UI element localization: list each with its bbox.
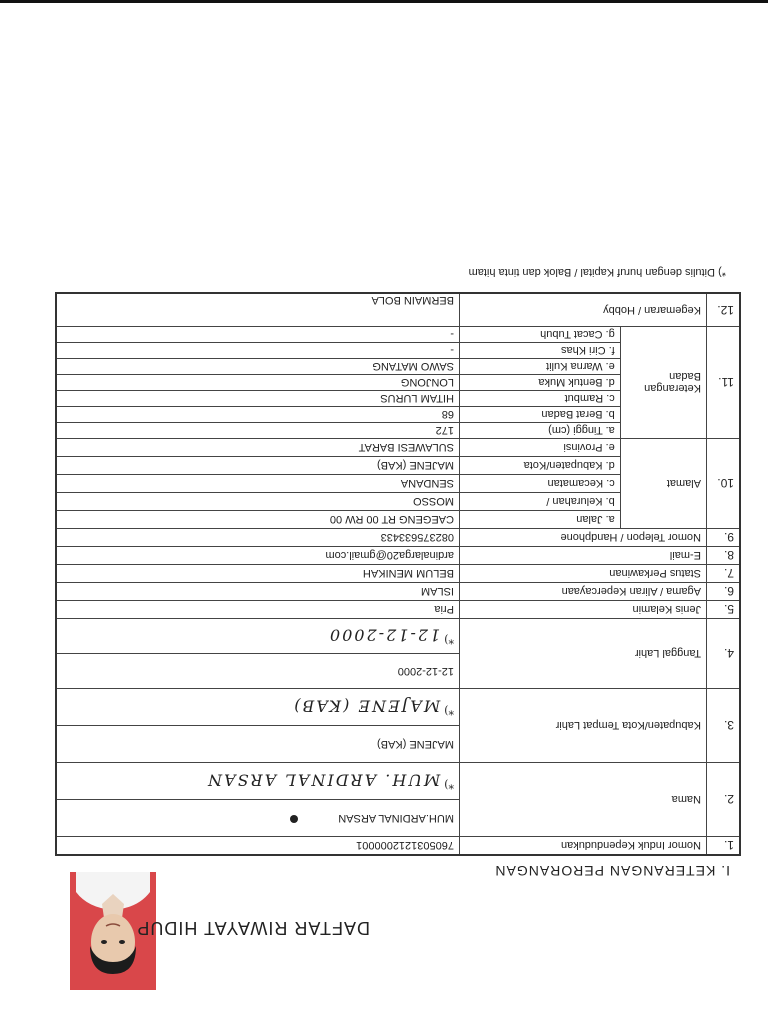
field-value: MOSSO (56, 493, 460, 511)
field-value: - (56, 327, 460, 343)
table-row (56, 565, 740, 583)
row-number: 5. (707, 601, 741, 619)
ink-dot (290, 815, 298, 823)
sub-label: b. Kelurahan / (460, 493, 621, 511)
table-row (56, 511, 740, 529)
sub-label: e. Provinsi (460, 439, 621, 457)
field-value: SAWO MATANG (56, 359, 460, 375)
row-number: 2. (707, 763, 741, 837)
field-value: SULAWESI BARAT (56, 439, 460, 457)
personal-data-table (55, 292, 741, 856)
row-number: 4. (707, 619, 741, 689)
document-title: DAFTAR RIWAYAT HIDUP (136, 918, 370, 938)
field-value: 172 (56, 423, 460, 439)
field-label: Nama (460, 763, 707, 837)
handwritten-value: *)MUH. ARDINAL ARSAN (56, 763, 460, 800)
field-label: E-mail (460, 547, 707, 565)
sub-label: d. Kabupaten/Kota (460, 457, 621, 475)
row-number: 11. (707, 327, 741, 439)
field-label: Kabupaten/Kota Tempat Lahir (460, 689, 707, 763)
row-number: 12. (707, 293, 741, 327)
field-value: MAJENE (KAB) (56, 457, 460, 475)
table-row (56, 529, 740, 547)
footnote: *) Ditulis dengan huruf Kapital / Balok dan tinta hitam (468, 266, 726, 278)
field-label: Nomor Induk Kependudukan (460, 837, 707, 856)
field-value: MUH.ARDINAL ARSAN (56, 800, 460, 837)
sub-label: e. Warna Kulit (460, 359, 621, 375)
table-row (56, 583, 740, 601)
row-number: 6. (707, 583, 741, 601)
field-value: 082375633433 (56, 529, 460, 547)
row-number: 8. (707, 547, 741, 565)
sub-label: a. Tinggi (cm) (460, 423, 621, 439)
field-value: MAJENE (KAB) (56, 726, 460, 763)
sub-label: f. Ciri Khas (460, 343, 621, 359)
table-row (56, 423, 740, 439)
sub-label: c. Kecamatan (460, 475, 621, 493)
field-value: Pria (56, 601, 460, 619)
sub-label: a. Jalan (460, 511, 621, 529)
handwritten-value: *)12-12-2000 (56, 619, 460, 654)
field-value: ardinalarga20@gmail.com (56, 547, 460, 565)
table-row (56, 837, 740, 856)
row-number: 7. (707, 565, 741, 583)
field-value: HITAM LURUS (56, 391, 460, 407)
handwritten-value: *)MAJENE (KAB) (56, 689, 460, 726)
row-number: 10. (707, 439, 741, 529)
row-number: 1. (707, 837, 741, 856)
field-value: 7605031212000001 (56, 837, 460, 856)
table-row (56, 293, 740, 327)
sub-label: b. Berat Badan (460, 407, 621, 423)
table-row (56, 654, 740, 689)
field-value: CAEGENG RT 00 RW 00 (56, 511, 460, 529)
sub-label: d. Bentuk Muka (460, 375, 621, 391)
field-value: BELUM MENIKAH (56, 565, 460, 583)
group-label: Keterangan Badan (620, 327, 706, 439)
field-value: 68 (56, 407, 460, 423)
row-number: 3. (707, 689, 741, 763)
table-row (56, 601, 740, 619)
field-label: Nomor Telepon / Handphone (460, 529, 707, 547)
field-value: SENDANA (56, 475, 460, 493)
field-value: - (56, 343, 460, 359)
table-row (56, 726, 740, 763)
section-heading: I. KETERANGAN PERORANGAN (494, 863, 730, 879)
field-value: ISLAM (56, 583, 460, 601)
field-value: LONJONG (56, 375, 460, 391)
field-value: 12-12-2000 (56, 654, 460, 689)
field-label: Jenis Kelamin (460, 601, 707, 619)
sub-label: g. Cacat Tubuh (460, 327, 621, 343)
row-number: 9. (707, 529, 741, 547)
field-label: Kegemaran / Hobby (460, 293, 707, 327)
table-row (56, 547, 740, 565)
group-label: Alamat (620, 439, 706, 529)
table-row (56, 800, 740, 837)
field-label: Tanggal Lahir (460, 619, 707, 689)
field-label: Agama / Aliran Kepercayaan (460, 583, 707, 601)
field-value: BERMAIN BOLA (56, 293, 460, 327)
field-label: Status Perkawinan (460, 565, 707, 583)
sub-label: c. Rambut (460, 391, 621, 407)
